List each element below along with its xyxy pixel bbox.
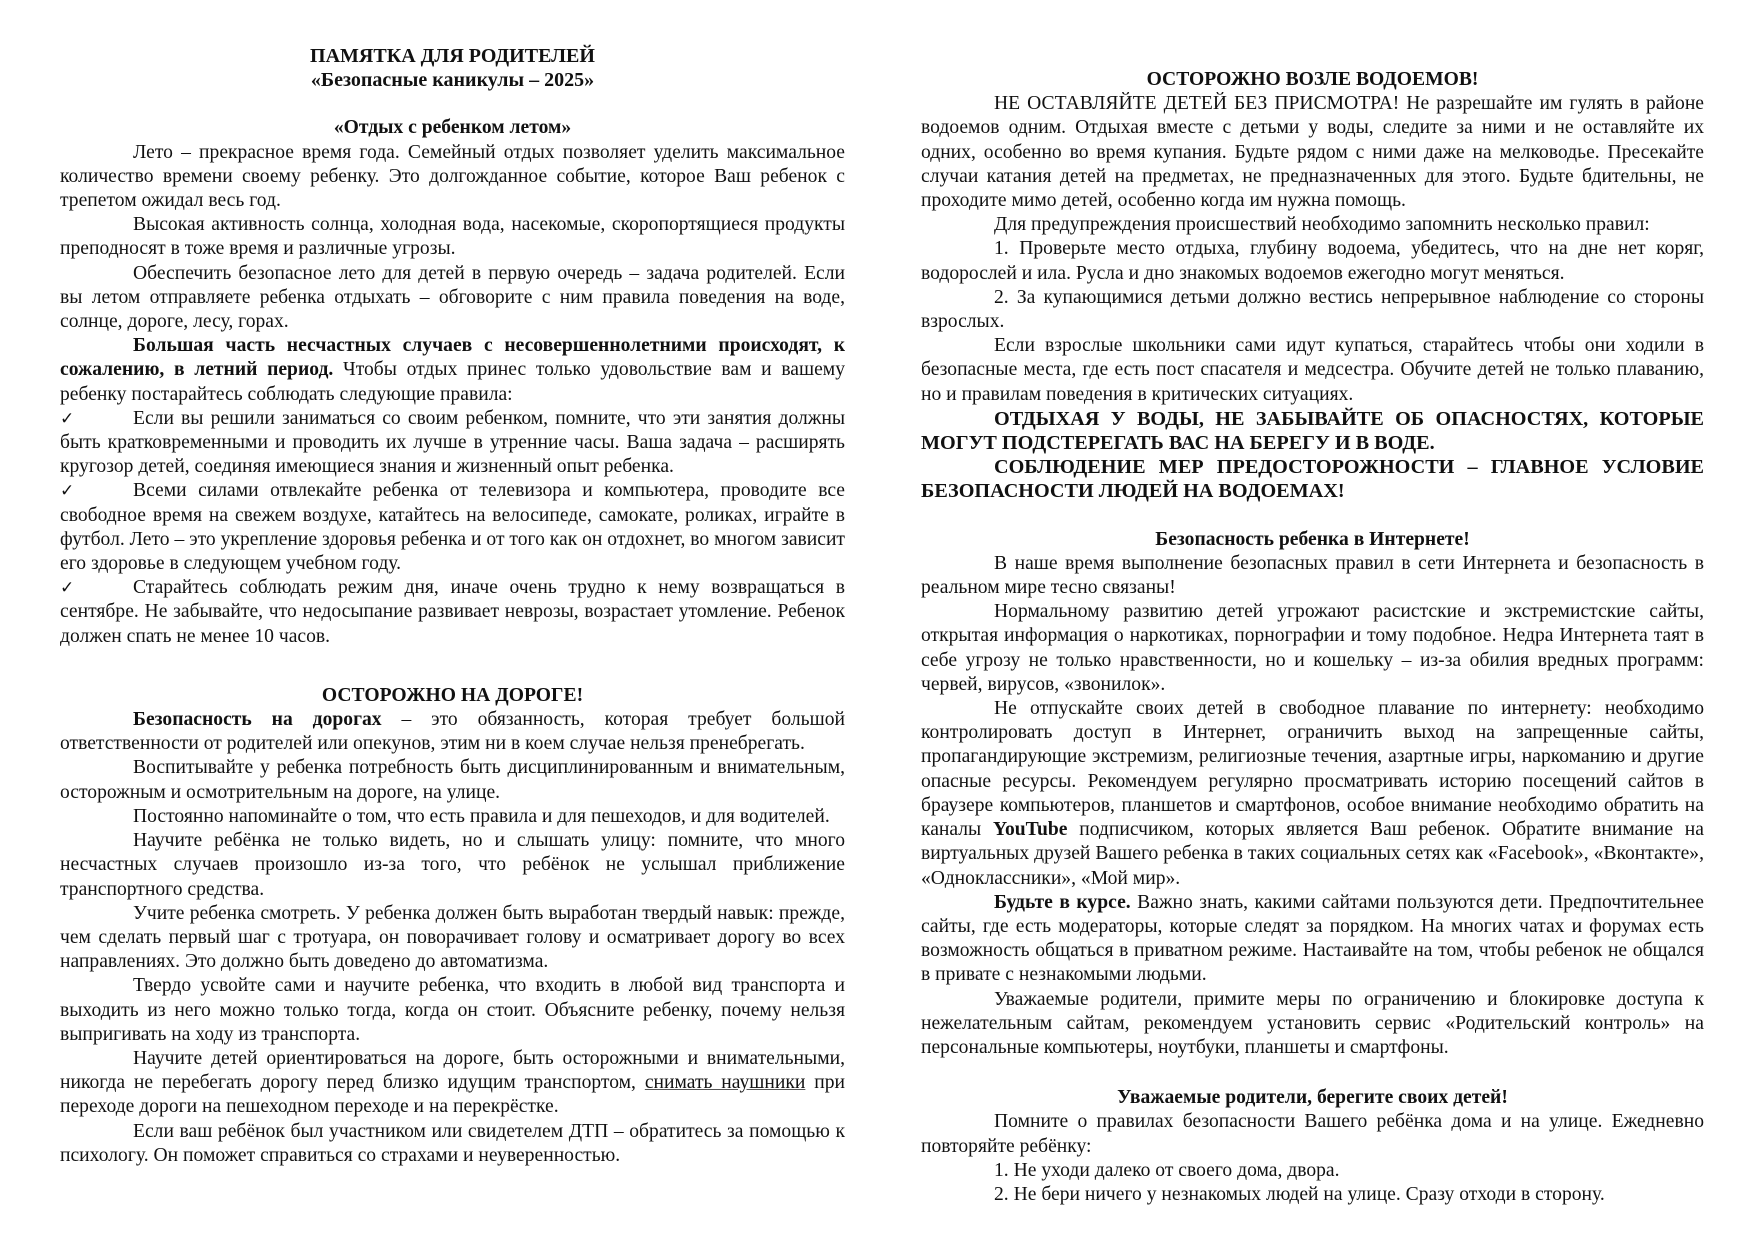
check-item-text: Старайтесь соблюдать режим дня, иначе очень трудно к нему возвращаться в сентябре. Не забывайте, что недосыпание развивает неврозы, возрастает утомление. Ребенок должен спать не менее 10 часов. bbox=[60, 577, 845, 647]
internet-paragraph-rest: Важно знать, какими сайтами пользуются дети. Предпочтительнее сайты, где есть модераторы, которые следят за порядком. На многих чатах и форумах есть возможность общаться в приватном режиме. Настаивайте на том, чтобы ребенок не общался в привате с незнакомыми людьми. bbox=[921, 891, 1705, 986]
check-item-text: Если вы решили заниматься со своим ребенком, помните, что эти занятия должны быть кратковременными и проводить их лучше в утренние часы. Ваша задача – расширять кругозор детей, соединяя имеющиеся знания и жизненный опыт ребенка. bbox=[60, 407, 845, 478]
internet-paragraph: Нормальному развитию детей угрожают расистские и экстремистские сайты, открытая информация о наркотиках, порнографии и тому подобное. Недра Интернета таят в себе угрозу не только нравственности, но и кошельку – из-за обилия вредных программ: червей, вирусов, «звонилок». bbox=[921, 601, 1704, 695]
internet-paragraph: Уважаемые родители, примите меры по ограничению и блокировке доступа к нежелательным сайтам, рекомендуем установить сервис «Родительский контроль» на персональные компьютеры, ноутбуки, планшеты и смартфоны. bbox=[921, 988, 1704, 1058]
road-paragraph-rest: – это обязанность, которая требует большой ответственности от родителей или опекунов, этим ни в коем случае нельзя пренебрегать. bbox=[60, 709, 845, 755]
road-paragraph: Постоянно напоминайте о том, что есть правила и для пешеходов, и для водителей. bbox=[133, 805, 830, 827]
document-title: ПАМЯТКА ДЛЯ РОДИТЕЛЕЙ bbox=[310, 45, 595, 67]
summer-section bbox=[60, 116, 845, 648]
checkmark-icon: ✓ bbox=[60, 481, 75, 502]
internet-paragraph-start: Не отпускайте своих детей в свободное плавание по интернету: необходимо контролировать доступ в Интернет, ограничить выход на запрещенные сайты, пропагандирующие экстремизм, религиозные течения, азартные игры, наркоманию и другие опасные ресурсы. Рекомендуем регулярно просматривать историю посещений сайтов в браузере компьютеров, планшетов и смартфонов, особое внимание необходимо обратить на каналы bbox=[921, 698, 1704, 841]
care-section bbox=[921, 1086, 1704, 1207]
water-rule: 2. За купающимися детьми должно вестись непрерывное наблюдение со стороны взрослых. bbox=[921, 286, 1704, 333]
internet-paragraph: В наше время выполнение безопасных правил в сети Интернета и безопасность в реальном мире тесно связаны! bbox=[921, 552, 1704, 599]
checkmark-icon: ✓ bbox=[60, 578, 75, 599]
water-warning: ОТДЫХАЯ У ВОДЫ, НЕ ЗАБЫВАЙТЕ ОБ ОПАСНОСТЯХ, КОТОРЫЕ МОГУТ ПОДСТЕРЕГАТЬ ВАС НА БЕРЕГУ И В ВОДЕ. bbox=[921, 407, 1704, 455]
internet-section bbox=[921, 528, 1704, 1060]
summer-paragraph: Лето – прекрасное время года. Семейный отдых позволяет уделить максимальное количество времени своему ребенку. Это долгожданное событие, которое Ваш ребенок с трепетом ожидал весь год. bbox=[60, 141, 845, 212]
water-section bbox=[921, 68, 1704, 504]
internet-paragraph-end: подписчиком, которых является Ваш ребенок. Обратите внимание на виртуальных друзей Вашего ребенка в таких социальных сетях как «Facebook», «Вконтакте», «Одноклассники», «Мой мир». bbox=[921, 819, 1704, 889]
road-paragraph: Воспитывайте у ребенка потребность быть дисциплинированным и внимательным, осторожным и осмотрительным на дороге, на улице. bbox=[60, 757, 845, 803]
summer-paragraph: Обеспечить безопасное лето для детей в первую очередь – задача родителей. Если вы летом отправляете ребенка отдыхать – обговорите с ним правила поведения на воде, солнце, дороге, лесу, горах. bbox=[60, 262, 845, 333]
document-subtitle: «Безопасные каникулы – 2025» bbox=[310, 69, 595, 92]
summer-heading: «Отдых с ребенком летом» bbox=[333, 117, 572, 139]
youtube-bold: YouTube bbox=[993, 819, 1068, 841]
check-item bbox=[60, 576, 845, 649]
summer-bold-lead: Большая часть несчастных случаев с несовершеннолетними происходят, к сожалению, в летний период. bbox=[60, 335, 845, 381]
underlined-phrase: снимать наушники bbox=[644, 1072, 806, 1094]
summer-paragraph-rest: Чтобы отдых принес только удовольствие вам и вашему ребенку постарайтесь соблюдать следующие правила: bbox=[60, 359, 845, 405]
care-list-item: 1. Не уходи далеко от своего дома, двора. bbox=[994, 1159, 1340, 1181]
checkmark-icon: ✓ bbox=[60, 408, 75, 429]
left-column bbox=[60, 44, 845, 1168]
water-paragraph: Для предупреждения происшествий необходимо запомнить несколько правил: bbox=[994, 214, 1650, 236]
care-heading: Уважаемые родители, берегите своих детей! bbox=[1117, 1087, 1508, 1109]
internet-heading: Безопасность ребенка в Интернете! bbox=[1155, 528, 1470, 550]
water-warning: СОБЛЮДЕНИЕ МЕР ПРЕДОСТОРОЖНОСТИ – ГЛАВНОЕ УСЛОВИЕ БЕЗОПАСНОСТИ ЛЮДЕЙ НА ВОДОЕМАХ! bbox=[921, 456, 1704, 503]
road-paragraph-end: при переходе дороги на пешеходном переходе и на перекрёстке. bbox=[60, 1072, 845, 1118]
water-paragraph: Если взрослые школьники сами идут купаться, старайтесь чтобы они ходили в безопасные места, где есть пост спасателя и медсестра. Обучите детей не только плаванию, но и правилам поведения в критических ситуациях. bbox=[921, 335, 1704, 405]
care-paragraph: Помните о правилах безопасности Вашего ребёнка дома и на улице. Ежедневно повторяйте ребёнку: bbox=[921, 1111, 1704, 1157]
road-paragraph bbox=[60, 1047, 845, 1120]
internet-paragraph bbox=[921, 697, 1704, 891]
road-paragraph-start: Научите детей ориентироваться на дороге, быть осторожными и внимательными, никогда не перебегать дорогу перед близко идущим транспортом, bbox=[60, 1047, 845, 1094]
water-rule: 1. Проверьте место отдыха, глубину водоема, убедитесь, что на дне нет коряг, водорослей и ила. Русла и дно знакомых водоемов ежегодно могут меняться. bbox=[921, 238, 1704, 284]
internet-paragraph bbox=[921, 891, 1704, 988]
right-column bbox=[921, 68, 1704, 1207]
road-paragraph: Научите ребёнка не только видеть, но и слышать улицу: помните, что много несчастных случаев произошло из-за того, что ребёнок не услышал приближение транспортного средства. bbox=[60, 830, 845, 900]
summer-paragraph bbox=[60, 334, 845, 407]
water-heading: ОСТОРОЖНО ВОЗЛЕ ВОДОЕМОВ! bbox=[1146, 69, 1479, 90]
road-paragraph: Если ваш ребёнок был участником или свидетелем ДТП – обратитесь за помощью к психологу. Он поможет справиться со страхами и неуверенностью. bbox=[60, 1120, 845, 1166]
check-item bbox=[60, 479, 845, 576]
check-item-text: Всеми силами отвлекайте ребенка от телевизора и компьютера, проводите все свободное время на свежем воздухе, катайтесь на велосипеде, самокате, роликах, играйте в футбол. Лето – это укрепление здоровья ребенка и от того как он отдохнет, во многом зависит его здоровье в следующем учебном году. bbox=[60, 480, 845, 575]
summer-paragraph: Высокая активность солнца, холодная вода, насекомые, скоропортящиеся продукты преподносят в тоже время и различные угрозы. bbox=[60, 214, 845, 260]
check-item bbox=[60, 407, 845, 480]
road-bold-lead: Безопасность на дорогах bbox=[133, 709, 382, 731]
water-paragraph: НЕ ОСТАВЛЯЙТЕ ДЕТЕЙ БЕЗ ПРИСМОТРА! Не разрешайте им гулять в районе водоемов одним. Отдыхая вместе с детьми у воды, следите за ними и не оставляйте их одних, особенно во время купания. Будьте рядом с ними даже на мелководье. Пресекайте случаи катания детей на предметах, не предназначенных для этого. Будьте бдительны, не проходите мимо детей, особенно когда им нужна помощь. bbox=[921, 93, 1704, 212]
road-paragraph: Твердо усвойте сами и научите ребенка, что входить в любой вид транспорта и выходить из него можно только тогда, когда он стоит. Объясните ребенку, почему нельзя выпригивать на ходу из транспорта. bbox=[60, 975, 845, 1045]
care-list-item: 2. Не бери ничего у незнакомых людей на улице. Сразу отходи в сторону. bbox=[994, 1183, 1605, 1205]
road-paragraph bbox=[60, 708, 845, 756]
internet-bold-lead: Будьте в курсе. bbox=[994, 891, 1131, 913]
road-heading: ОСТОРОЖНО НА ДОРОГЕ! bbox=[321, 684, 584, 706]
road-paragraph: Учите ребенка смотреть. У ребенка должен быть выработан твердый навык: прежде, чем сделать первый шаг с тротуара, он поворачивает голову и осматривает дорогу во всех направлениях. Это должно быть доведено до автоматизма. bbox=[60, 902, 845, 973]
road-section bbox=[60, 684, 845, 1168]
